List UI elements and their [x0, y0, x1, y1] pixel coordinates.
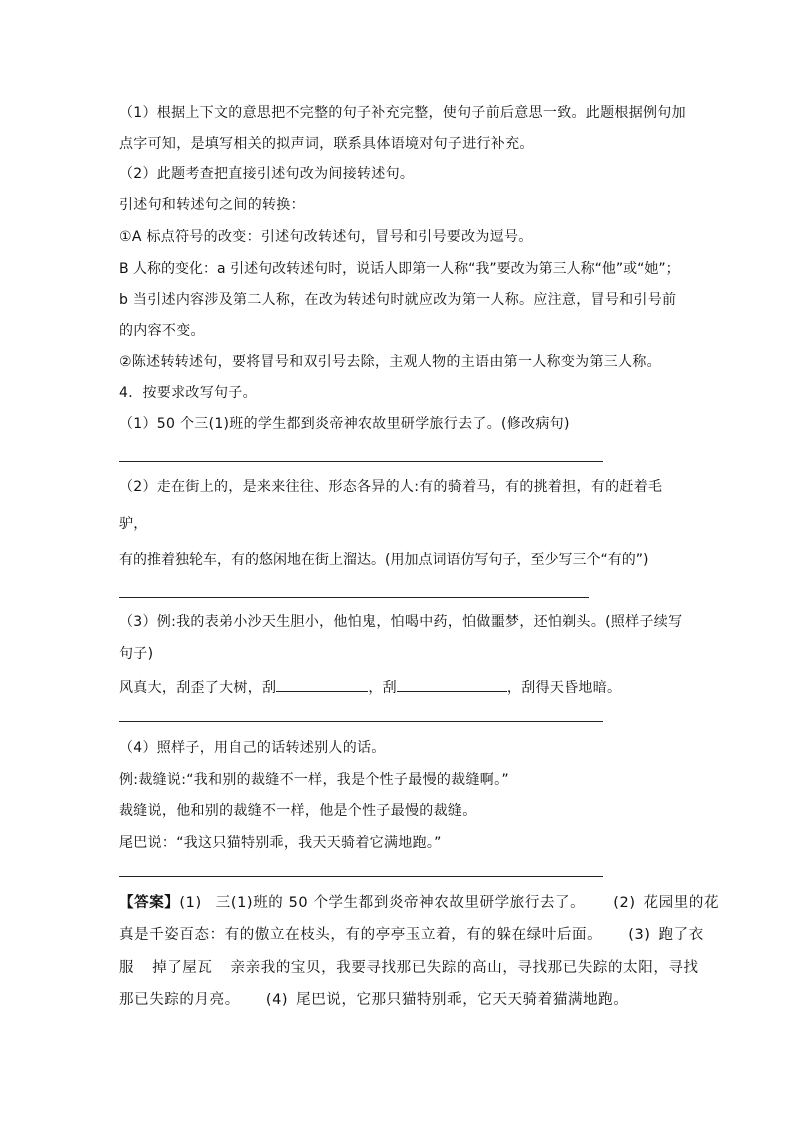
explanation-line-6: B 人称的变化：a 引述句改转述句时，说话人即第一人称“我”要改为第三人称“他”或“她”； [119, 261, 680, 277]
answer-2-text-b: 真是千姿百态：有的傲立在枝头，有的亭亭玉立着，有的躲在绿叶后面。 [119, 927, 603, 943]
explanation-line-8: 的内容不变。 [119, 323, 205, 339]
answer-1-text: 三(1)班的 50 个学生都到炎帝神农故里研学旅行去了。 [215, 895, 586, 911]
question-4-line-a: （4）照样子，用自己的话转述别人的话。 [119, 740, 386, 756]
question-4-example-converted: 裁缝说，他和别的裁缝不一样，他是个性子最慢的裁缝。 [119, 803, 477, 819]
answer-3-text-c: 那已失踪的月亮。 [119, 992, 240, 1008]
question-2-line-a: （2）走在街上的，是来来往往、形态各异的人:有的骑着马，有的挑着担，有的赶着毛 [119, 479, 663, 495]
answer-4-number: (4) [265, 992, 289, 1008]
fill-sentence-end: ，刮得天昏地暗。 [506, 680, 622, 696]
question-3-line-a: （3）例:我的表弟小沙天生胆小，他怕鬼，怕喝中药，怕做噩梦，还怕剃头。(照样子续写 [119, 614, 683, 630]
question-2-line-b: 驴， [119, 516, 148, 532]
answer-line-2-text [119, 925, 704, 945]
fill-sentence-mid: ，刮 [368, 680, 397, 696]
blank-field-1[interactable] [276, 676, 368, 692]
question-4-example: 例:裁缝说:“我和别的裁缝不一样，我是个性子最慢的裁缝啊。” [119, 772, 509, 788]
answer-line-3-text [119, 958, 699, 978]
answer-line-1-text [119, 893, 719, 913]
answer-line-3[interactable] [119, 721, 603, 722]
answer-3-text-b2: 掉了屋瓦 [152, 960, 213, 976]
explanation-line-1: （1）根据上下文的意思把不完整的句子补充完整，使句子前后意思一致。此题根据例句加 [119, 105, 686, 121]
answer-1-number: (1) [179, 895, 202, 911]
explanation-line-5: ①A 标点符号的改变：引述句改转述句，冒号和引号要改为逗号。 [119, 229, 533, 245]
answer-2-number: (2) [613, 895, 636, 911]
answer-3-number: (3) [628, 927, 651, 943]
answer-2-text-a: 花园里的花 [643, 895, 720, 911]
explanation-line-7: b 当引述内容涉及第二人称，在改为转述句时就应改为第一人称。应注意，冒号和引号前 [119, 292, 677, 308]
question-4-task: 尾巴说：“我这只猫特别乖，我天天骑着它满地跑。” [119, 835, 442, 851]
explanation-line-2: 点字可知，是填写相关的拟声词，联系具体语境对句子进行补充。 [119, 136, 534, 152]
answer-label: 【答案】 [119, 895, 180, 911]
answer-line-4[interactable] [119, 876, 603, 877]
answer-4-text: 尾巴说，它那只猫特别乖，它天天骑着猫满地跑。 [296, 992, 629, 1008]
question-1: （1）50 个三(1)班的学生都到炎帝神农故里研学旅行去了。(修改病句) [119, 416, 570, 432]
answer-3-text-b1: 服 [119, 960, 135, 976]
answer-3-text-b3: 亲亲我的宝贝，我要寻找那已失踪的高山，寻找那已失踪的太阳，寻找 [230, 960, 699, 976]
explanation-line-4: 引述句和转述句之间的转换： [119, 197, 305, 213]
explanation-line-9: ②陈述转转述句，要将冒号和双引号去除，主观人物的主语由第一人称变为第三人称。 [119, 354, 661, 370]
answer-line-4-text [119, 990, 628, 1010]
question-3-line-c [119, 676, 621, 698]
blank-field-2[interactable] [397, 676, 507, 692]
explanation-line-3: （2）此题考查把直接引述句改为间接转述句。 [119, 166, 415, 182]
question-2-line-c: 有的推着独轮车，有的悠闲地在街上溜达。(用加点词语仿写句子，至少写三个“有的”) [119, 552, 649, 568]
answer-line-2[interactable] [119, 597, 589, 598]
answer-line-1[interactable] [119, 461, 603, 462]
answer-3-text-a: 跑了衣 [658, 927, 704, 943]
fill-sentence-start: 风真大，刮歪了大树，刮 [119, 680, 277, 696]
question-title: 4．按要求改写句子。 [119, 385, 257, 401]
question-3-line-b: 句子) [119, 646, 154, 662]
